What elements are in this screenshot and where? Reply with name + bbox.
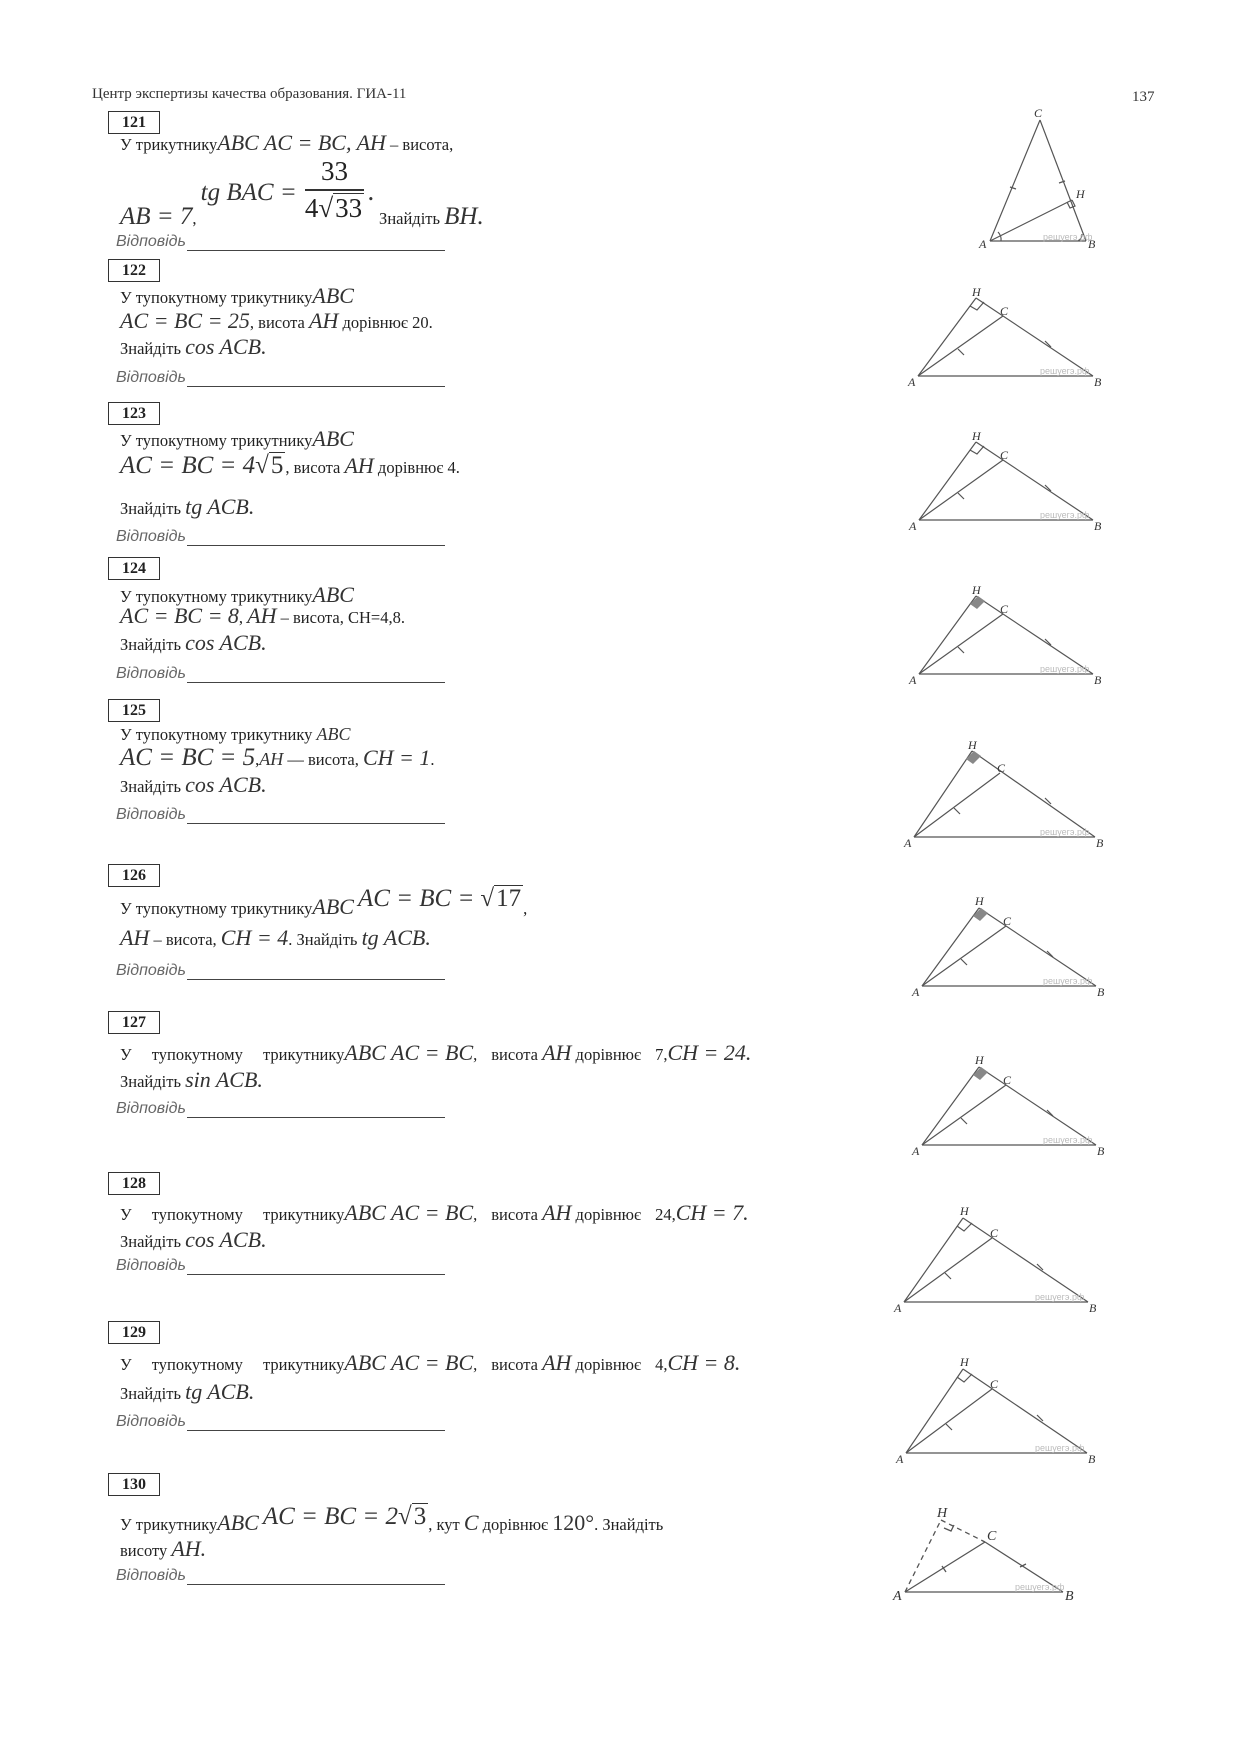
vertex-label: C (990, 1226, 999, 1240)
vertex-label: H (972, 583, 981, 597)
problem-text: Знайдіть cos ACB. (120, 1227, 267, 1252)
vertex-label: B (1094, 375, 1102, 389)
triangle-figure-123 (900, 428, 1115, 538)
vertex-label: H (972, 429, 981, 443)
vertex-label: C (1000, 304, 1009, 318)
problem-number: 125 (108, 699, 160, 722)
problem-number: 123 (108, 402, 160, 425)
triangle-figure-127 (900, 1051, 1115, 1163)
triangle-figure-129 (890, 1353, 1110, 1473)
vertex-label: H (960, 1204, 969, 1218)
problem-text: AC = BC = 25, висота AH дорівнює 20. (120, 308, 433, 333)
problem-text: У тупокутному трикутникуABC AC = BC = √17 , (120, 885, 528, 919)
vertex-label: H (968, 738, 977, 752)
triangle-figure-122 (900, 284, 1115, 394)
problem-number: 122 (108, 259, 160, 282)
vertex-label: A (909, 519, 917, 533)
problem-text: У тупокутному трикутникуABC AC = BC, висота AH дорівнює 7,CH = 24. (120, 1040, 752, 1065)
vertex-label: B (1097, 985, 1105, 999)
problem-number: 130 (108, 1473, 160, 1496)
vertex-label: C (997, 761, 1006, 775)
problem-text: У трикутникуABC AC = BC, AH – висота, (120, 130, 454, 155)
problem-text: У тупокутному трикутникуABC (120, 283, 354, 308)
answer-field[interactable]: Відповідь (116, 1567, 445, 1585)
answer-field[interactable]: Відповідь (116, 806, 445, 824)
problem-text: AH – висота, CH = 4. Знайдіть tg ACB. (120, 925, 431, 950)
vertex-label: B (1089, 1301, 1097, 1315)
vertex-label: A (893, 1589, 902, 1604)
vertex-label: A (912, 985, 920, 999)
answer-field[interactable]: Відповідь (116, 1100, 445, 1118)
vertex-label: A (904, 836, 912, 850)
problem-text: Знайдіть cos ACB. (120, 630, 267, 655)
vertex-label: C (1000, 448, 1009, 462)
problem-number: 124 (108, 557, 160, 580)
problem-text: У трикутникуABC AC = BC = 2√3 , кут C дорівнює 120°. Знайдіть (120, 1503, 664, 1535)
watermark: решуегэ.рф (1043, 232, 1093, 242)
vertex-label: A (979, 237, 987, 250)
answer-field[interactable]: Відповідь (116, 1257, 445, 1275)
problem-number: 128 (108, 1172, 160, 1195)
page-number: 137 (1132, 89, 1155, 105)
vertex-label: C (1000, 602, 1009, 616)
problem-text: AB = 7, tg BAC = $\frac{33}{4√33}$ . Знайдіть BH. (120, 156, 484, 230)
triangle-figure-130 (885, 1500, 1100, 1610)
answer-field[interactable]: Відповідь (116, 962, 445, 980)
vertex-label: B (1097, 1144, 1105, 1158)
problem-text: У тупокутному трикутникуABC AC = BC, висота AH дорівнює 4,CH = 8. (120, 1350, 741, 1375)
watermark: решуегэ.рф (1015, 1582, 1065, 1592)
vertex-label: B (1065, 1589, 1074, 1604)
triangle-figure-124 (900, 582, 1115, 692)
vertex-label: C (987, 1529, 997, 1544)
triangle-figure-126 (900, 892, 1115, 1004)
watermark: решуегэ.рф (1043, 976, 1093, 986)
right-angle-marker (970, 596, 985, 609)
fraction: $\frac{33}{4√33}$ (304, 156, 363, 223)
problem-text: висоту AH. (120, 1536, 207, 1561)
problem-text: AC = BC = 4√5 , висота AH дорівнює 4. (120, 452, 460, 479)
problem-text: У тупокутному трикутникуABC (120, 582, 354, 607)
vertex-label: H (937, 1506, 948, 1521)
problem-text: Знайдіть tg ACB. (120, 494, 255, 519)
problem-text: У тупокутному трикутнику ABC (120, 724, 351, 744)
problem-text: AC = BC = 5,AH — висота, CH = 1. (120, 744, 435, 771)
triangle-figure-128 (890, 1202, 1110, 1322)
problem-number: 127 (108, 1011, 160, 1034)
vertex-label: H (1076, 187, 1085, 201)
triangle-figure-125 (900, 735, 1115, 857)
answer-field[interactable]: Відповідь (116, 665, 445, 683)
problem-text: Знайдіть sin ACB. (120, 1067, 263, 1092)
vertex-label: H (975, 894, 984, 908)
vertex-label: H (972, 285, 981, 299)
problem-text: У тупокутному трикутникуABC AC = BC, висота AH дорівнює 24,CH = 7. (120, 1200, 749, 1225)
right-angle-marker (966, 751, 981, 764)
right-angle-marker (973, 1067, 988, 1080)
vertex-label: B (1088, 1452, 1096, 1466)
vertex-label: H (960, 1355, 969, 1369)
problem-number: 129 (108, 1321, 160, 1344)
vertex-label: C (1003, 1073, 1012, 1087)
vertex-label: C (1034, 106, 1043, 120)
answer-field[interactable]: Відповідь (116, 528, 445, 546)
watermark: решуегэ.рф (1040, 664, 1090, 674)
vertex-label: A (894, 1301, 902, 1315)
watermark: решуегэ.рф (1043, 1135, 1093, 1145)
page-header-title: Центр экспертизы качества образования. ГИА-11 (92, 86, 407, 102)
answer-field[interactable]: Відповідь (116, 233, 445, 251)
problem-text: Знайдіть cos ACB. (120, 772, 267, 797)
vertex-label: B (1088, 237, 1096, 250)
problem-number: 121 (108, 111, 160, 134)
watermark: решуегэ.рф (1040, 827, 1090, 837)
problem-text: AC = BC = 8, AH – висота, CH=4,8. (120, 603, 405, 628)
problem-text: У тупокутному трикутникуABC (120, 426, 354, 451)
vertex-label: C (1003, 914, 1012, 928)
watermark: решуегэ.рф (1035, 1443, 1085, 1453)
vertex-label: B (1094, 673, 1102, 687)
vertex-label: C (990, 1377, 999, 1391)
problem-text: Знайдіть cos ACB. (120, 334, 267, 359)
right-angle-marker (973, 908, 988, 921)
problem-number: 126 (108, 864, 160, 887)
vertex-label: A (908, 375, 916, 389)
answer-field[interactable]: Відповідь (116, 1413, 445, 1431)
triangle-figure-121 (975, 104, 1115, 250)
watermark: решуегэ.рф (1040, 366, 1090, 376)
vertex-label: H (975, 1053, 984, 1067)
triangle-lines (990, 120, 1086, 241)
vertex-label: A (896, 1452, 904, 1466)
vertex-label: B (1096, 836, 1104, 850)
answer-field[interactable]: Відповідь (116, 369, 445, 387)
problem-text: Знайдіть tg ACB. (120, 1379, 255, 1404)
watermark: решуегэ.рф (1040, 510, 1090, 520)
vertex-label: A (909, 673, 917, 687)
watermark: решуегэ.рф (1035, 1292, 1085, 1302)
vertex-label: B (1094, 519, 1102, 533)
vertex-label: A (912, 1144, 920, 1158)
